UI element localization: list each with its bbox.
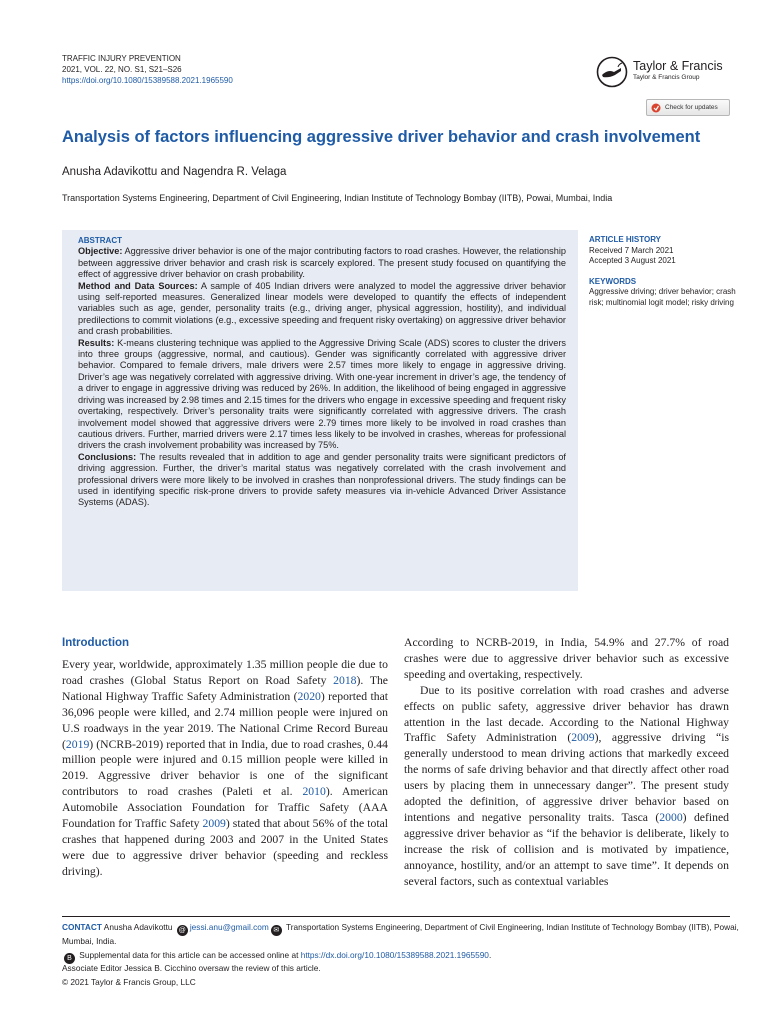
citation-link[interactable]: 2009 [202,817,226,831]
contact-name: Anusha Adavikottu [101,922,175,932]
supplemental-text: Supplemental data for this article can be accessed online at [77,950,301,960]
keywords-list: Aggressive driving; driver behavior; crash risk; multinomial logit model; risky driving [589,287,736,307]
supplemental-link[interactable]: https://dx.doi.org/10.1080/15389588.2021.1965590 [300,950,489,960]
check-for-updates-button[interactable] [646,99,730,116]
citation-link[interactable]: 2000 [659,810,683,824]
methods-text: A sample of 405 Indian drivers were analyzed to model the aggressive driver behavior using self-reported measures. Generalized linear models were developed to quantify the effects of independent variables such as age, gender, personality traits (e.g., driving anger, physical aggression, hostility), and individual predilections to commit violations (e.g., excessive speeding and frequent risky overtaking) on aggressive driver behavior and crash probabilities. [78,280,566,337]
text-run: ). American Automobile Association Foundation for Traffic Safety (AAA Foundation for Traffic Safety [62,785,388,831]
author-affiliation: Transportation Systems Engineering, Department of Civil Engineering, Indian Institute of Technology Bombay (IITB), Powai, Mumbai, India [62,193,613,203]
citation-link[interactable]: 2020 [297,689,321,703]
publisher-logo [596,56,732,88]
abstract [78,235,566,509]
methods-label: Method and Data Sources: [78,280,198,291]
citation-link[interactable]: 2019 [65,737,90,751]
keywords-heading: KEYWORDS [589,276,637,286]
conclusions-label: Conclusions: [78,451,137,462]
citation-link[interactable]: 2018 [333,673,357,687]
address-icon: ✉ [271,925,282,936]
abstract-conclusions [78,452,566,509]
editor-note: Associate Editor Jessica B. Cicchino oversaw the review of this article. [62,963,321,973]
journal-header [62,53,233,86]
abstract-results [78,338,566,452]
text-run: ) reported that 36,096 people were killed, and 2.74 million people were injured on U.S roadways in the year 2019. The National Crime Record Bureau ( [62,689,388,751]
text-run: ), aggressive driving “is generally understood to mean driving actions that markedly exceed the norms of safe driving behavior and that directly affect other road users by placing them in unnecessary danger”. The present study adopted the definition, of aggressive driver behavior based on intentions and negative personality traits. Tasca ( [404,731,729,824]
text-run: ). The National Highway Traffic Safety Administration ( [62,673,388,703]
copyright: © 2021 Taylor & Francis Group, LLC [62,977,196,987]
crossmark-icon [651,103,661,113]
intro-paragraph-2: According to NCRB-2019, in India, 54.9% and 27.7% of road crashes were due to aggressive driver behavior such as excessive speeding and overtaking, respectively. [404,636,729,681]
journal-volume: 2021, VOL. 22, NO. S1, S21–S26 [62,65,182,74]
abstract-heading: ABSTRACT [78,236,122,245]
conclusions-text: The results revealed that in addition to age and gender personality traits were significant predictors of driving aggression. Further, the driver’s marital status was negatively correlated with the crash involvement and professional drivers were more likely to be involved in crashes than nonprofessional drivers. The study findings can be used in identifying specific risk-prone drivers to provide safety measures via in-vehicle Advanced Driver Assistance Systems (ADAS). [78,451,566,508]
text-run: ) (NCRB-2019) reported that in India, due to road crashes, 0.44 million people were injured and 0.15 million people were killed in 2019. Aggressive driver behavior is one of the significant contributors to road crashes (Paleti et al. [62,737,388,799]
objective-label: Objective: [78,246,123,257]
contact-address: Transportation Systems Engineering, Department of Civil Engineering, Indian Institute of Technology Bombay (IITB), Powai, Mumbai, India. [62,922,739,946]
article-title: Analysis of factors influencing aggressive driver behavior and crash involvement [62,128,701,146]
text-run: ) stated that about 56% of the total crashes that happened during 2003 and 2007 in the United States were due to aggressive driver behavior (speeding and reckless driving). [62,817,388,878]
article-info-sidebar [589,235,739,308]
citation-link[interactable]: 2010 [302,785,326,799]
body-column-left [62,657,388,880]
text-run: ) defined aggressive driver behavior as “if the behavior is deliberate, likely to increase the risk of collision and is motivated by impatience, annoyance, hostility, and/or an attempt to save time”. It depends on several factors, such as contextual variables [404,810,730,888]
publisher-name: Taylor & Francis [633,59,723,73]
footer-divider [62,916,730,917]
accepted-date: Accepted 3 August 2021 [589,256,676,265]
supplemental-icon: B [64,953,75,964]
text-run: Every year, worldwide, approximately 1.35 million people die due to road crashes (Global Status Report on Road Safety [62,658,388,687]
received-date: Received 7 March 2021 [589,245,674,255]
publisher-group: Taylor & Francis Group [633,74,700,81]
supplemental-line [62,950,742,964]
abstract-methods [78,281,566,338]
results-text: K-means clustering technique was applied to the Aggressive Driving Scale (ADS) scores to cluster the drivers into three groups (aggressive, normal, and cautious). Gender was significantly correlated with aggressive driver behavior. Compared to female drivers, male drivers were 2.57 times more likely to engage in aggressive driving. Driver’s age was negatively correlated with aggressive driving. With one-year increment in driver’s age, the tendency of a driver to engage in aggressive driving was reduced by 26%. In addition, the likelihood of being engaged in aggressive driving was increased by 2.98 times and 2.15 times for the drivers who engage in excessive speeding and frequent risky overtaking, respectively. Driver’s personality traits were significantly correlated with aggressive drivers. The crash involvement model showed that aggressive drivers were 2.79 times more likely to be involved in road crashes than cautious drivers. Further, married drivers were 2.17 times less likely to be involved in crashes, whereas for professional drivers the crash involvement probability was increased by 75%. [78,337,566,451]
body-column-right [404,635,729,890]
publisher-lamp-icon [596,56,628,88]
intro-paragraph-1 [62,657,388,880]
doi-link[interactable]: https://doi.org/10.1080/15389588.2021.1965590 [62,76,233,85]
objective-text: Aggressive driver behavior is one of the major contributing factors to road crashes. However, the relationship between aggressive driver behavior and crash risk is scarcely explored. The present study focused on quantifying the effect of aggressive driver behavior on crash probability. [78,246,566,280]
citation-link[interactable]: 2009 [571,731,595,745]
journal-name: TRAFFIC INJURY PREVENTION [62,54,181,63]
check-for-updates-label: Check for updates [665,104,718,111]
article-authors: Anusha Adavikottu and Nagendra R. Velaga [62,166,287,178]
results-label: Results: [78,337,115,348]
contact-email[interactable]: jessi.anu@gmail.com [189,922,269,932]
text-run: . [488,950,492,960]
intro-paragraph-3 [404,683,729,890]
contact-label: CONTACT [62,922,102,932]
introduction-heading: Introduction [62,637,130,649]
article-history-heading: ARTICLE HISTORY [589,235,662,244]
abstract-objective [78,246,566,280]
email-icon: @ [178,927,186,934]
text-run: Due to its positive correlation with road crashes and adverse effects on public safety, aggressive driver behavior has drawn attention in the last decade. According to the National Highway Traffic Safety Administration ( [404,683,729,745]
contact-line [62,922,742,947]
